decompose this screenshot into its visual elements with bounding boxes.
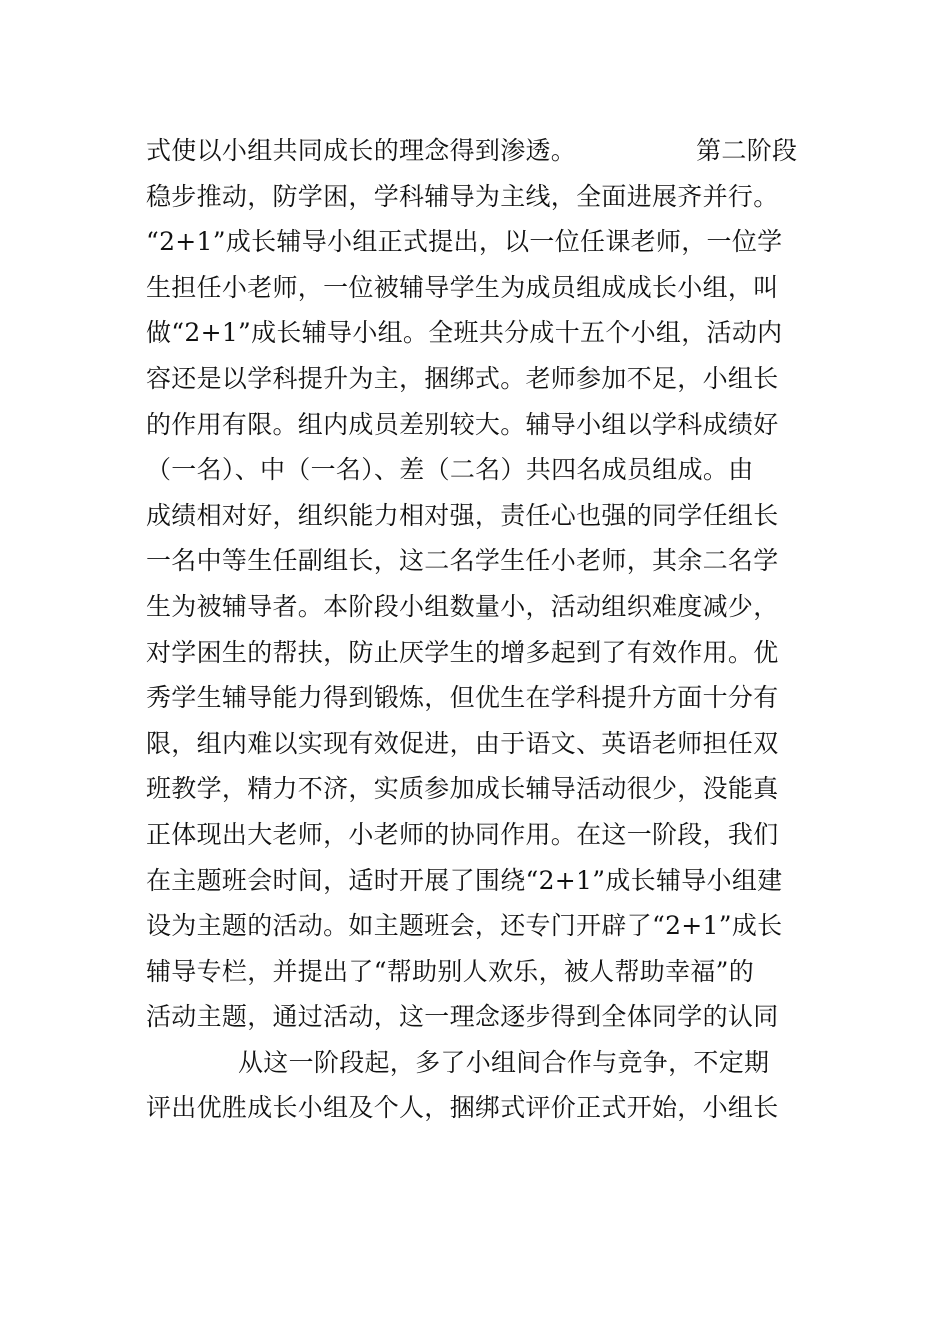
text-line: 容还是以学科提升为主，捆绑式。老师参加不足，小组长 — [146, 363, 779, 393]
text-line: “2+1”成长辅导小组正式提出，以一位任课老师，一位学 — [146, 227, 783, 257]
text-line: 一名中等生任副组长，这二名学生任小老师，其余二名学 — [146, 546, 779, 576]
text-line: 辅导专栏，并提出了“帮助别人欢乐，被人帮助幸福”的 — [146, 956, 755, 986]
text-line: 的作用有限。组内成员差别较大。辅导小组以学科成绩好 — [146, 409, 779, 439]
section-heading: 第二阶段 — [696, 136, 798, 165]
text-line: 生为被辅导者。本阶段小组数量小，活动组织难度减少， — [146, 591, 779, 621]
text-line: 成绩相对好，组织能力相对强，责任心也强的同学任组长 — [146, 500, 779, 530]
text-line: 秀学生辅导能力得到锻炼，但优生在学科提升方面十分有 — [146, 683, 779, 713]
body-text — [146, 128, 806, 1131]
text-line: 做“2+1”成长辅导小组。全班共分成十五个小组，活动内 — [146, 318, 783, 348]
text-line — [146, 128, 806, 174]
text-line-content: 从这一阶段起，多了小组间合作与竞争，不定期 — [238, 1047, 770, 1077]
text-line: 正体现出大老师，小老师的协同作用。在这一阶段，我们 — [146, 819, 779, 849]
text-line: 限，组内难以实现有效促进，由于语文、英语老师担任双 — [146, 728, 779, 758]
text-line: 班教学，精力不济，实质参加成长辅导活动很少，没能真 — [146, 774, 779, 804]
text-line: 评出优胜成长小组及个人，捆绑式评价正式开始，小组长 — [146, 1093, 779, 1123]
text-line: 生担任小老师，一位被辅导学生为成员组成成长小组，叫 — [146, 272, 779, 302]
text-line: 稳步推动，防学困，学科辅导为主线，全面进展齐并行。 — [146, 181, 779, 211]
text-line: （一名）、中（一名）、差（二名）共四名成员组成。由 — [146, 455, 754, 485]
text-line-content: 式使以小组共同成长的理念得到渗透。 — [146, 136, 577, 165]
text-line: 活动主题，通过活动，这一理念逐步得到全体同学的认同 — [146, 1002, 779, 1032]
text-line: 在主题班会时间，适时开展了围绕“2+1”成长辅导小组建 — [146, 865, 783, 895]
text-line: 设为主题的活动。如主题班会，还专门开辟了“2+1”成长 — [146, 911, 783, 941]
text-line: 对学困生的帮扶，防止厌学生的增多起到了有效作用。优 — [146, 637, 779, 667]
text-line — [146, 1040, 806, 1086]
